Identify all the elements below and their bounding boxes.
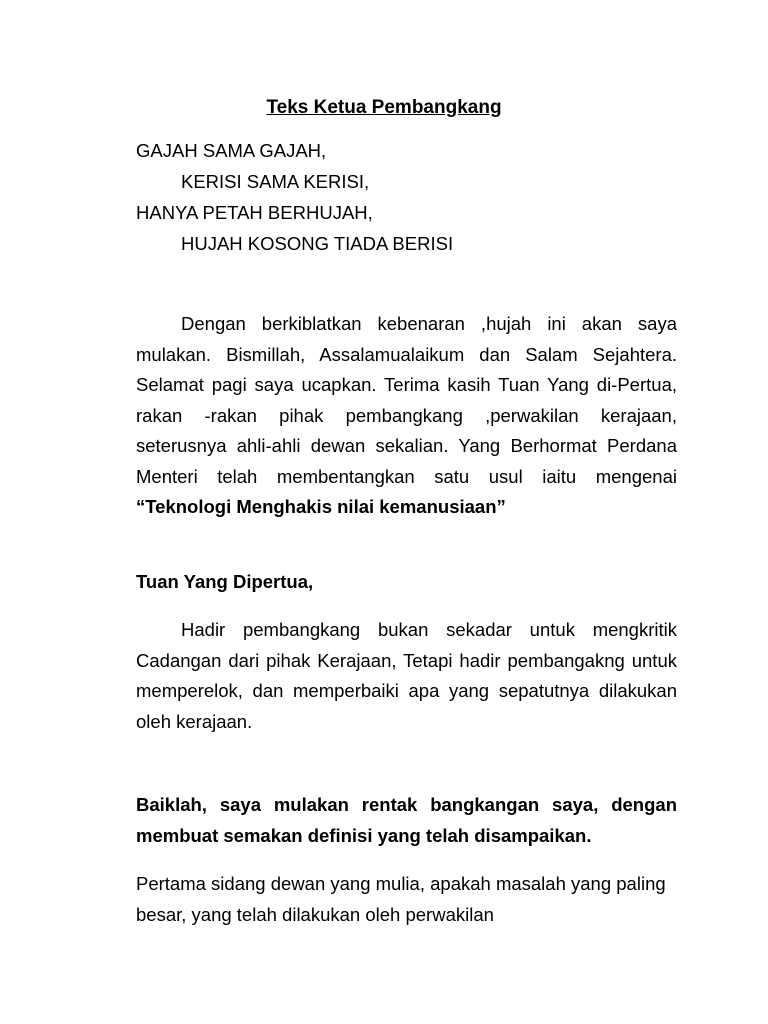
bold-paragraph: Baiklah, saya mulakan rentak bangkangan saya, dengan membuat semakan definisi yang telah disampaikan. — [136, 794, 677, 846]
pantun-line: KERISI SAMA KERISI, — [181, 171, 370, 192]
pantun-verse — [136, 138, 696, 262]
second-paragraph — [136, 615, 677, 737]
second-paragraph-text: Hadir pembangkang bukan sekadar untuk mengkritik Cadangan dari pihak Kerajaan, Tetapi hadir pembangakng untuk memperelok, dan memperbaiki apa yang sepatutnya dilakukan oleh kerajaan. — [136, 619, 677, 732]
pantun-line: HUJAH KOSONG TIADA BERISI — [181, 233, 454, 254]
document-title: Teks Ketua Pembangkang — [266, 97, 502, 118]
pantun-line: GAJAH SAMA GAJAH, — [136, 140, 327, 161]
opening-paragraph — [136, 309, 677, 523]
motion-title: “Teknologi Menghakis nilai kemanusiaan” — [136, 496, 506, 517]
opening-paragraph-text: Dengan berkiblatkan kebenaran ,hujah ini akan saya mulakan. Bismillah, Assalamualaikum dan Salam Sejahtera. Selamat pagi saya ucapkan. Terima kasih Tuan Yang di-Pertua, rakan -rakan pihak pembangkang ,perwakilan kerajaan, seterusnya ahli-ahli dewan sekalian. Yang Berhormat Perdana Menteri telah membentangkan satu usul iaitu mengenai — [136, 313, 677, 487]
fourth-paragraph: Pertama sidang dewan yang mulia, apakah masalah yang paling besar, yang telah dilakukan oleh perwakilan — [136, 873, 666, 925]
salutation-heading: Tuan Yang Dipertua, — [136, 571, 314, 592]
pantun-line: HANYA PETAH BERHUJAH, — [136, 202, 373, 223]
